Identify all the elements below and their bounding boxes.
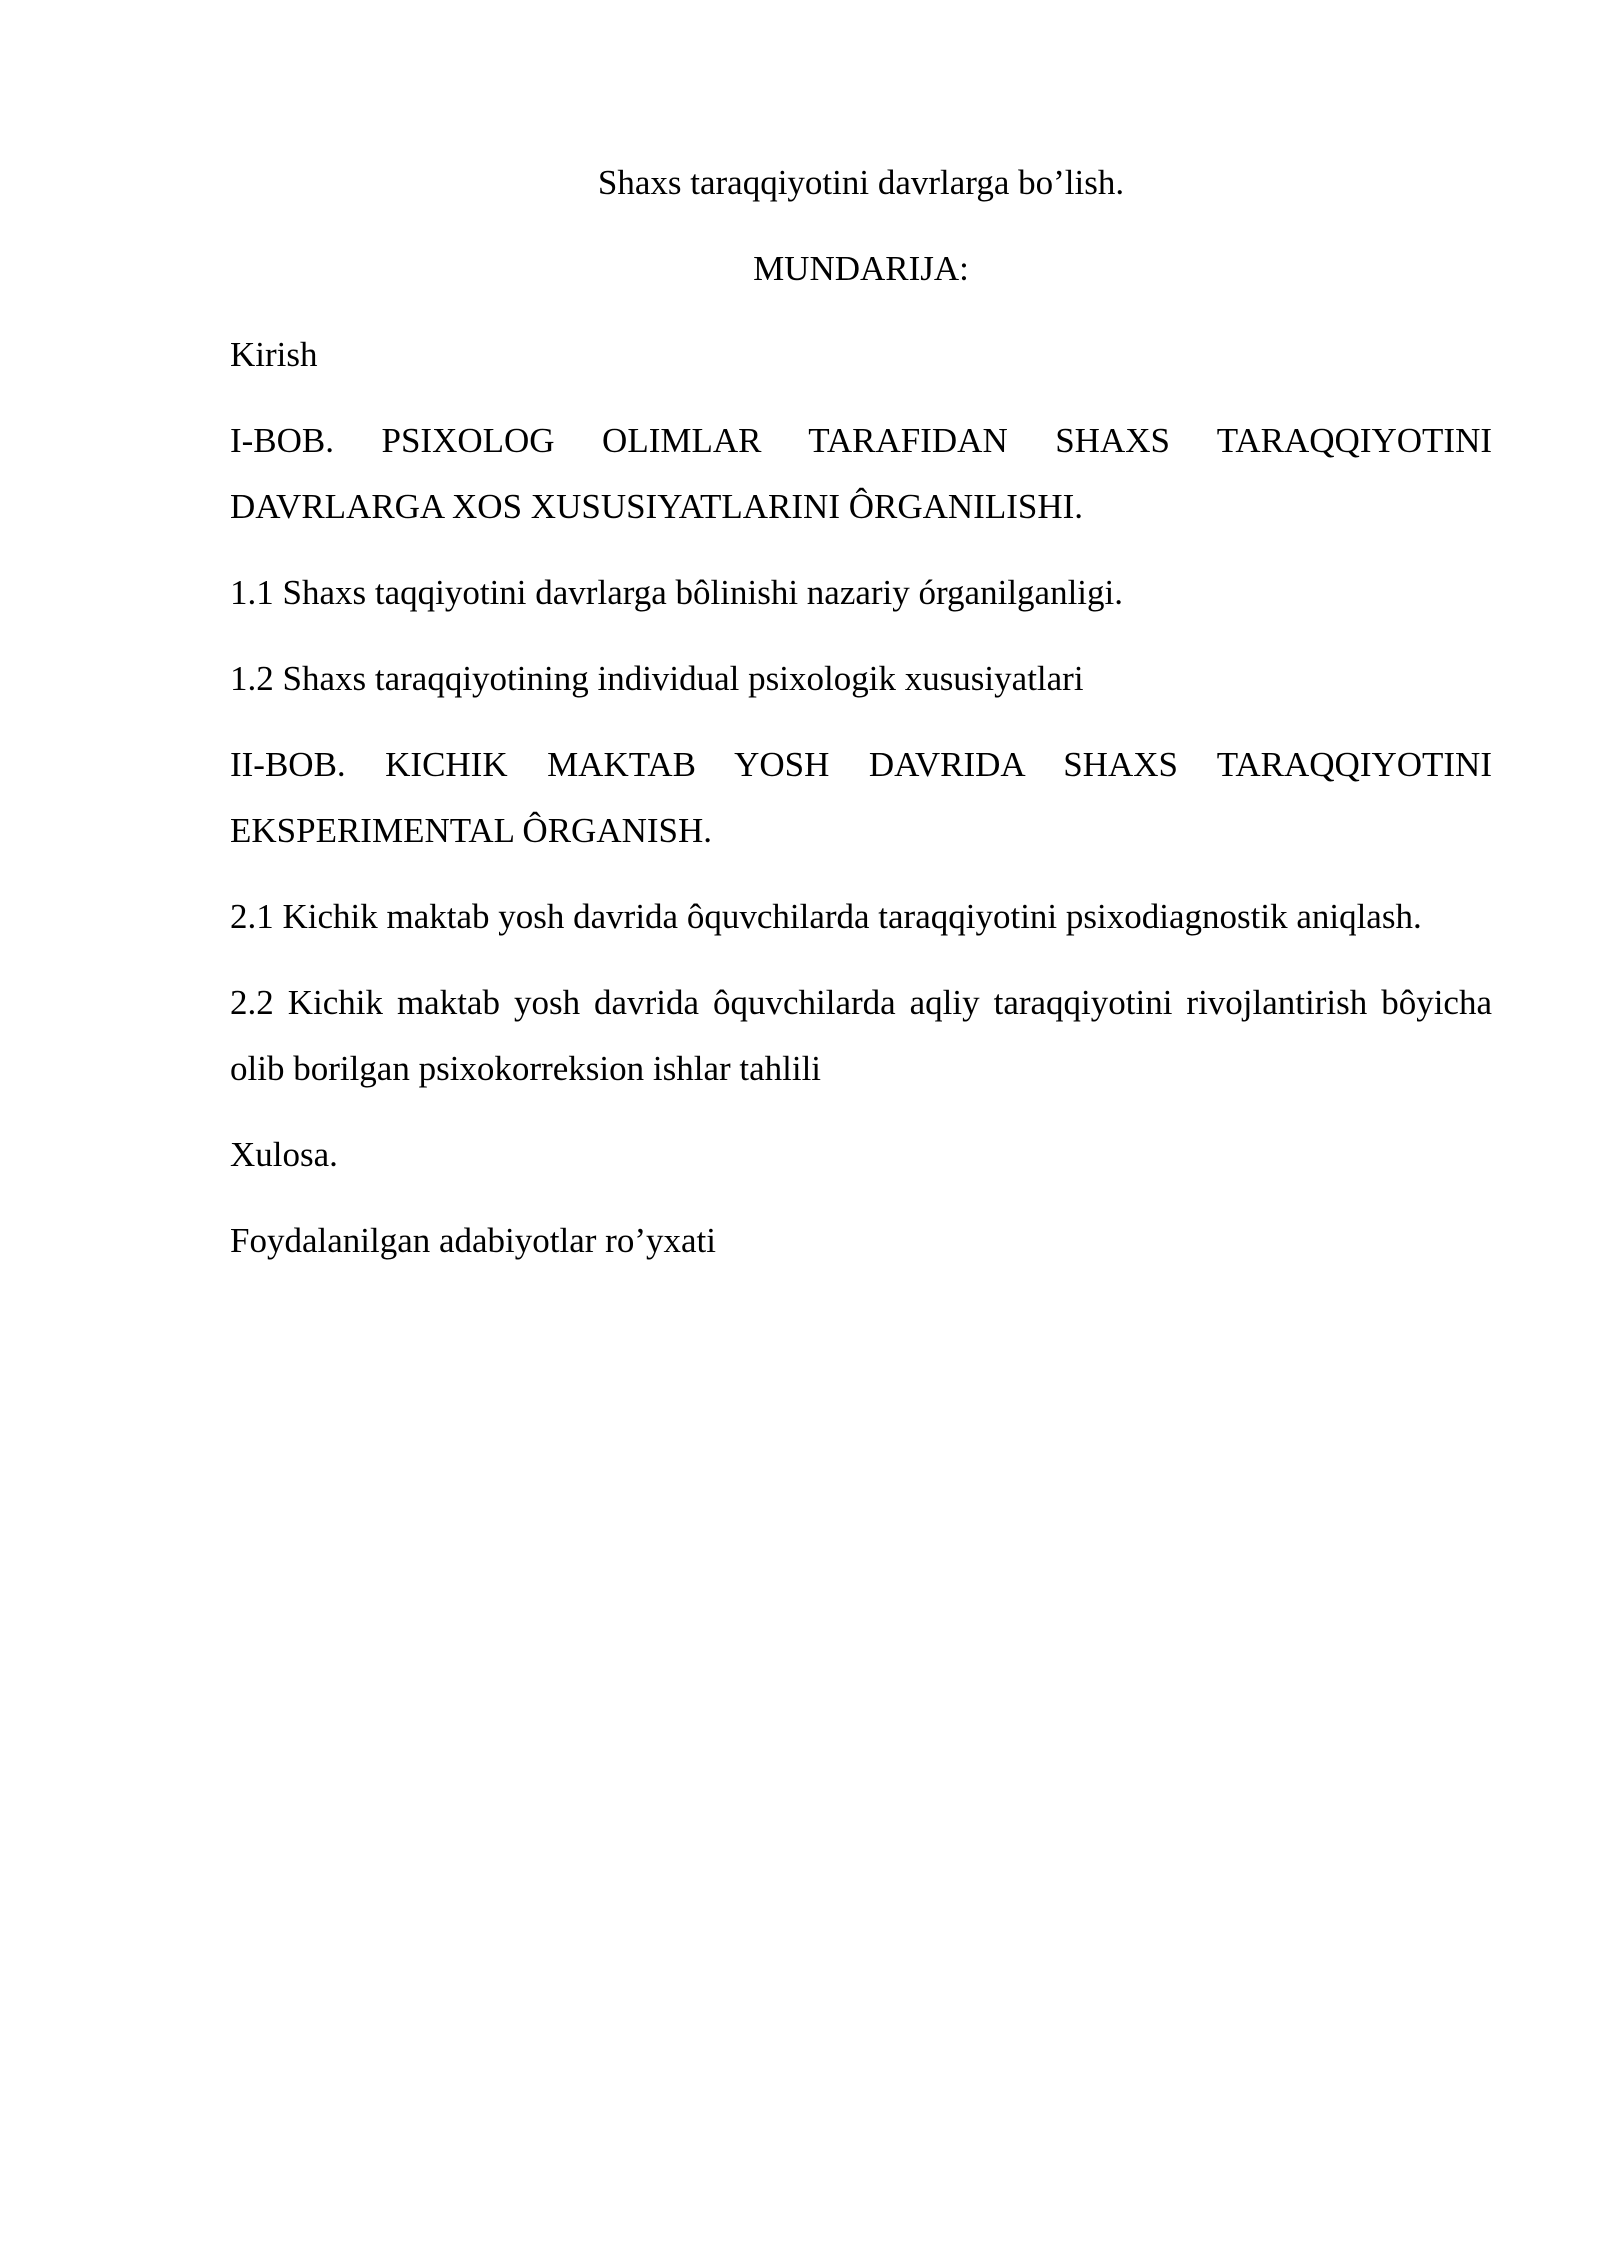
toc-item-conclusion: Xulosa.	[230, 1135, 338, 1174]
toc-item-section-1-2: 1.2 Shaxs taraqqiyotining individual psixologik xususiyatlari	[230, 659, 1084, 698]
document-body	[230, 150, 1492, 1294]
contents-heading: MUNDARIJA:	[753, 249, 969, 288]
table-of-contents	[230, 322, 1492, 1274]
toc-item-chapter-1: I-BOB. PSIXOLOG OLIMLAR TARAFIDAN SHAXS TARAQQIYOTINI DAVRLARGA XOS XUSUSIYATLARINI ÔRGANILISHI.	[230, 421, 1492, 526]
toc-item-section-1-1: 1.1 Shaxs taqqiyotini davrlarga bôlinishi nazariy órganilganligi.	[230, 573, 1123, 612]
toc-item-section-2-1: 2.1 Kichik maktab yosh davrida ôquvchilarda taraqqiyotini psixodiagnostik aniqlash.	[230, 897, 1422, 936]
toc-item-introduction: Kirish	[230, 335, 318, 374]
toc-item-references: Foydalanilgan adabiyotlar ro’yxati	[230, 1221, 716, 1260]
document-title: Shaxs taraqqiyotini davrlarga bo’lish.	[597, 163, 1125, 202]
toc-item-section-2-2: 2.2 Kichik maktab yosh davrida ôquvchilarda aqliy taraqqiyotini rivojlantirish bôyicha olib borilgan psixokorreksion ishlar tahlili	[230, 983, 1492, 1088]
toc-item-chapter-2: II-BOB. KICHIK MAKTAB YOSH DAVRIDA SHAXS TARAQQIYOTINI EKSPERIMENTAL ÔRGANISH.	[230, 745, 1492, 850]
